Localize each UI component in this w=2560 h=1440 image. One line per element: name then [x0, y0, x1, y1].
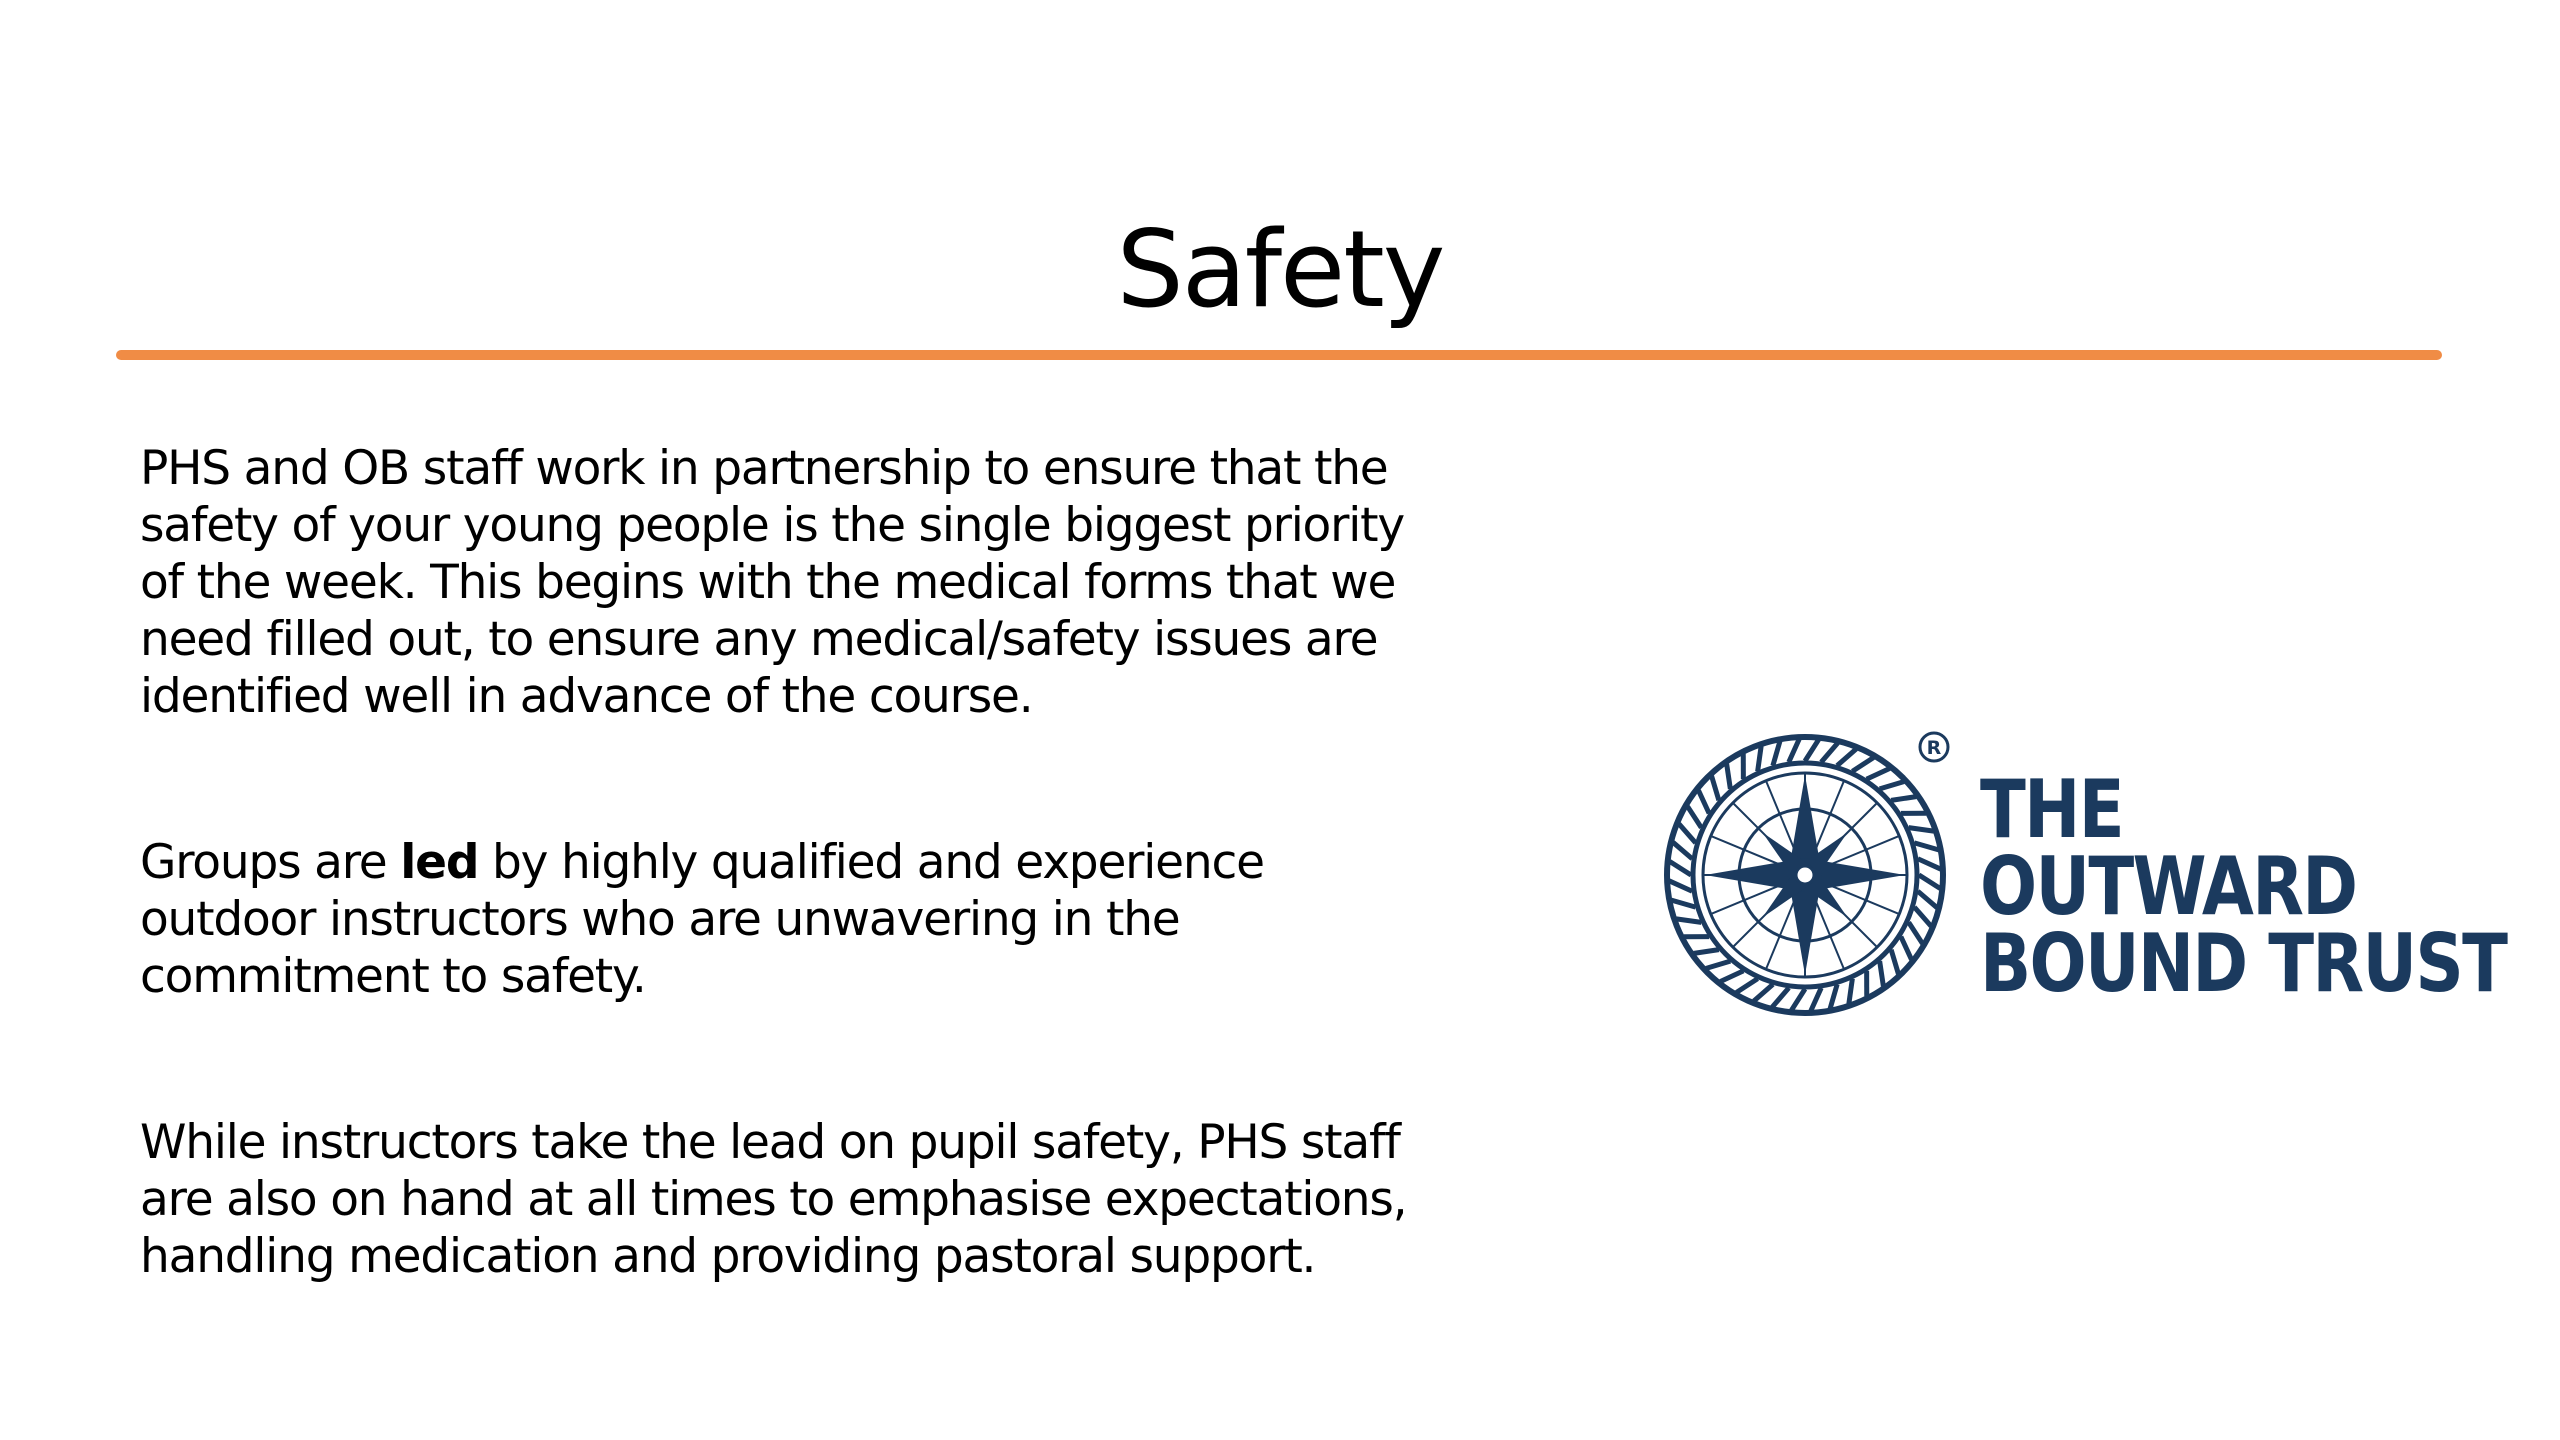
paragraph-line: handling medication and providing pastoral support. — [140, 1229, 1316, 1284]
paragraph-line: commitment to safety. — [140, 949, 646, 1004]
text-run: by highly qualified and experience — [478, 835, 1264, 890]
bold-text-run: led — [400, 835, 479, 890]
paragraph-line: safety of your young people is the single biggest priority — [140, 498, 1404, 553]
paragraph-phs-staff — [140, 1114, 1540, 1285]
logo-text-outward: OUTWARD — [1980, 840, 2357, 933]
paragraph-line — [140, 834, 1540, 891]
paragraph-line: identified well in advance of the course. — [140, 669, 1033, 724]
paragraph-line: need filled out, to ensure any medical/safety issues are — [140, 612, 1378, 667]
paragraph-line: are also on hand at all times to emphasise expectations, — [140, 1172, 1407, 1227]
logo-text-bound-trust: BOUND TRUST — [1980, 917, 2507, 1010]
paragraph-line: of the week. This begins with the medical forms that we — [140, 555, 1396, 610]
paragraph-instructors — [140, 834, 1540, 1005]
paragraph-line: PHS and OB staff work in partnership to ensure that the — [140, 441, 1388, 496]
registered-trademark-icon — [1917, 730, 1951, 764]
registered-mark-letter: R — [1926, 737, 1942, 759]
paragraph-line: outdoor instructors who are unwavering in the — [140, 892, 1180, 947]
slide-title: Safety — [1116, 208, 1444, 331]
outward-bound-trust-logo — [1655, 730, 2507, 1020]
title-underline-rule — [116, 350, 2442, 360]
text-run: Groups are — [140, 835, 401, 890]
paragraph-medical-forms — [140, 440, 1540, 725]
logo-text-the: THE — [1980, 763, 2123, 856]
body-text — [140, 440, 1540, 1285]
paragraph-line: While instructors take the lead on pupil safety, PHS staff — [140, 1115, 1400, 1170]
compass-rose-rope-emblem-icon — [1655, 730, 1955, 1020]
